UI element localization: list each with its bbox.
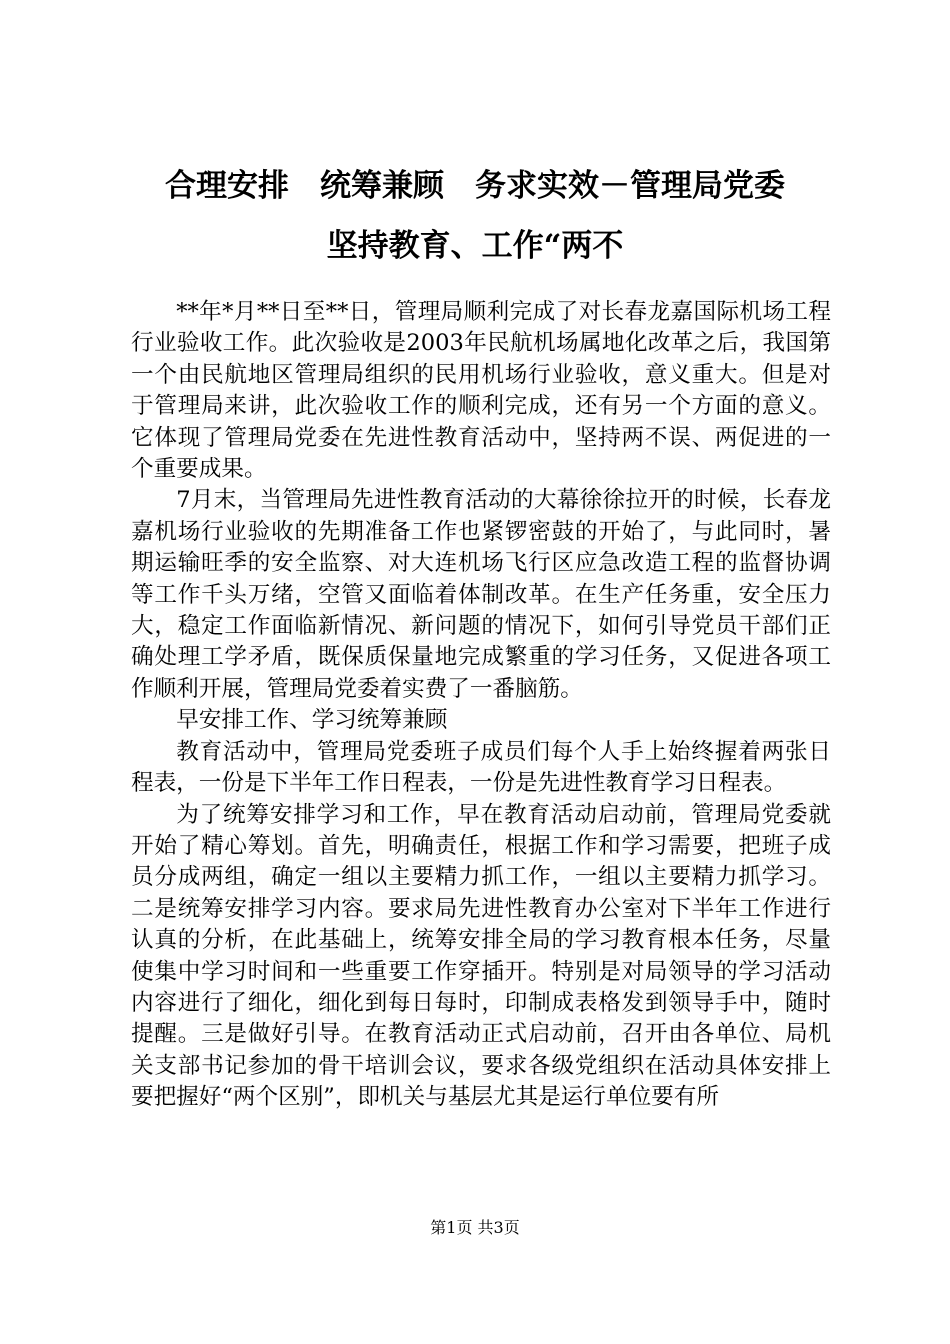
document-body <box>131 297 831 1114</box>
document-title-line-1: 合理安排 统筹兼顾 务求实效－管理局党委 <box>165 168 785 204</box>
paragraph: **年*月**日至**日，管理局顺利完成了对长春龙嘉国际机场工程行业验收工作。此次验收是2003年民航机场属地化改革之后，我国第一个由民航地区管理局组织的民用机场行业验收，意义重大。但是对于管理局来讲，此次验收工作的顺利完成，还有另一个方面的意义。它体现了管理局党委在先进性教育活动中，坚持两不误、两促进的一个重要成果。 <box>131 299 831 483</box>
paragraph: 教育活动中，管理局党委班子成员们每个人手上始终握着两张日程表，一份是下半年工作日程表，一份是先进性教育学习日程表。 <box>131 738 831 797</box>
document-title-line-2: 坚持教育、工作“两不 <box>326 228 624 264</box>
section-heading: 早安排工作、学习统筹兼顾 <box>176 707 448 734</box>
page-footer: 第1页 共3页 <box>430 1218 520 1237</box>
paragraph: 为了统筹安排学习和工作，早在教育活动启动前，管理局党委就开始了精心筹划。首先，明确责任，根据工作和学习需要，把班子成员分成两组，确定一组以主要精力抓工作，一组以主要精力抓学习。二是统筹安排学习内容。要求局先进性教育办公室对下半年工作进行认真的分析，在此基础上，统筹安排全局的学习教育根本任务，尽量使集中学习时间和一些重要工作穿插开。特别是对局领导的学习活动内容进行了细化，细化到每日每时，印制成表格发到领导手中，随时提醒。三是做好引导。在教育活动正式启动前，召开由各单位、局机关支部书记参加的骨干培训会议，要求各级党组织在活动具体安排上要把握好“两个区别”，即机关与基层尤其是运行单位要有所 <box>131 801 831 1111</box>
paragraph: 7月末，当管理局先进性教育活动的大幕徐徐拉开的时候，长春龙嘉机场行业验收的先期准备工作也紧锣密鼓的开始了，与此同时，暑期运输旺季的安全监察、对大连机场飞行区应急改造工程的监督协调等工作千头万绪，空管又面临着体制改革。在生产任务重，安全压力大，稳定工作面临新情况、新问题的情况下，如何引导党员干部们正确处理工学矛盾，既保质保量地完成繁重的学习任务，又促进各项工作顺利开展，管理局党委着实费了一番脑筋。 <box>131 487 831 702</box>
